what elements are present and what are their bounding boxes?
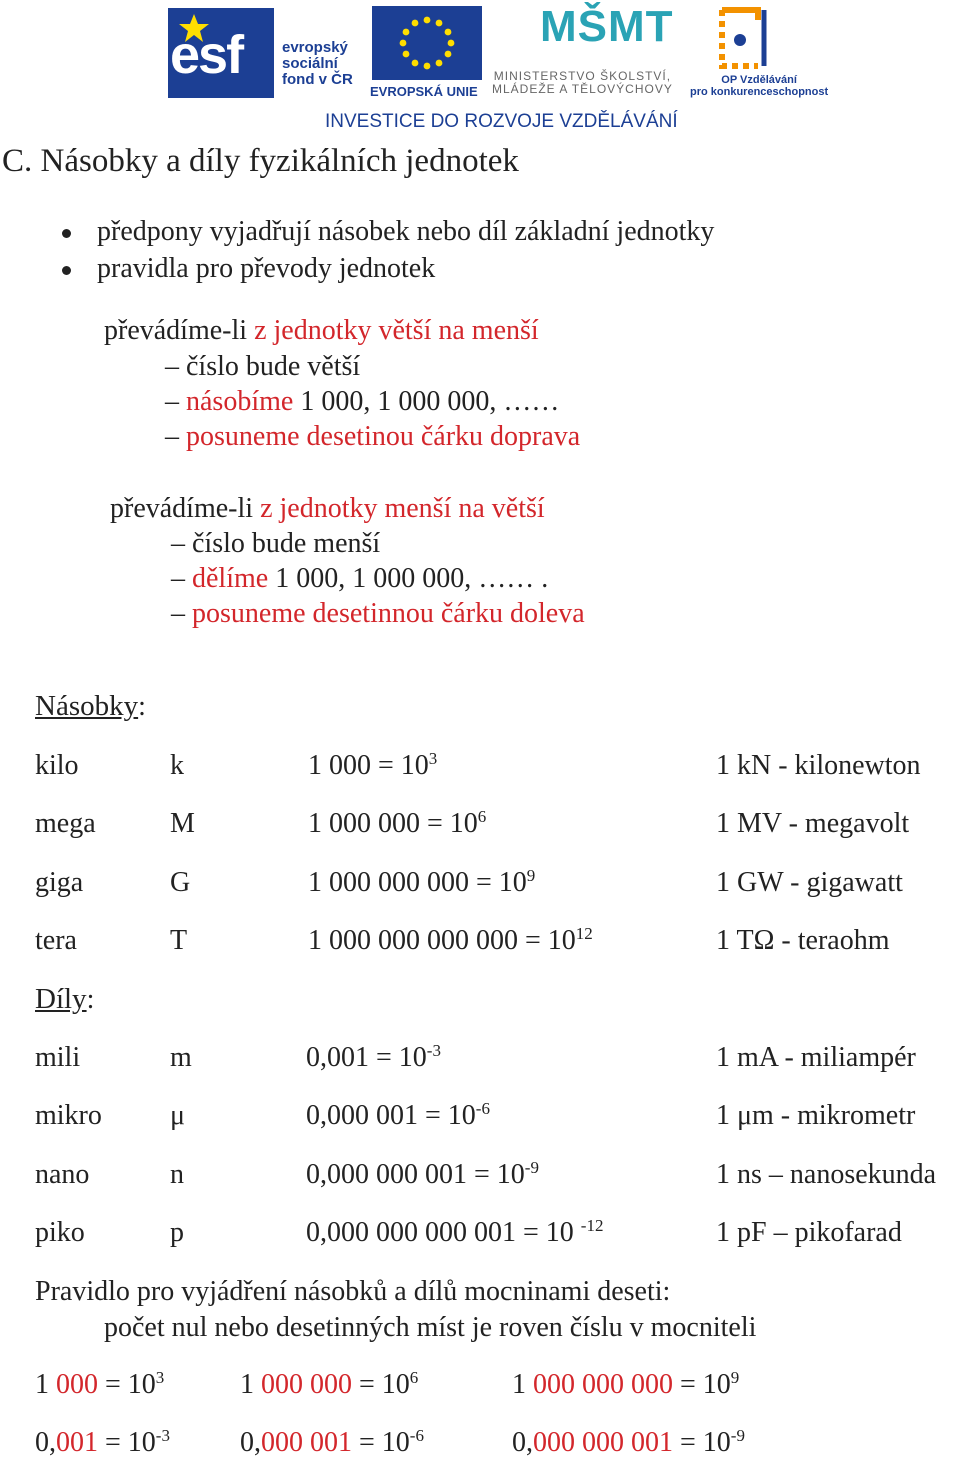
banner-slogan: INVESTICE DO ROZVOJE VZDĚLÁVÁNÍ [325,111,678,132]
rule-item: – posuneme desetinou čárku doprava [165,421,581,452]
eu-flag-logo [372,6,482,80]
prefix-symbol: p [170,1217,184,1248]
eu-logo-text: EVROPSKÁ UNIE [370,84,478,99]
parts-heading: Díly: [35,983,95,1015]
power-example: $0,001 = 10^{-3}$ [35,1426,170,1458]
prefix-symbol: M [170,808,195,839]
prefix-name: kilo [35,750,79,781]
page-title: C. Násobky a díly fyzikálních jednotek [2,143,519,179]
prefix-example: 1 MV - megavolt [716,808,910,839]
prefix-symbol: μ [170,1100,186,1131]
eu-stars-icon [372,6,482,80]
esf-logo-letters: esf [170,25,243,85]
prefix-name: giga [35,867,84,898]
rule-item: – dělíme 1 000, 1 000 000, …… . [171,563,549,594]
power-example: 1 000 000 $000 = 10^9$ [512,1368,740,1400]
rule-lead: převádíme-li z jednotky menší na větší [110,493,545,524]
powers-rule-detail: počet nul nebo desetinných míst je roven číslu v mocniteli [104,1312,757,1343]
bullet-item: pravidla pro převody jednotek [97,253,436,284]
prefix-value: 1 000 000 000 $000 = 10^{12}$ [308,924,593,956]
prefix-name: mili [35,1042,81,1073]
rule-lead: převádíme-li z jednotky větší na menší [104,315,539,346]
bullet-dot [62,229,71,238]
prefix-name: nano [35,1159,90,1190]
prefix-name: piko [35,1217,85,1248]
prefix-example: 1 kN - kilonewton [716,750,921,781]
bullet-dot [62,266,71,275]
prefix-name: mikro [35,1100,102,1131]
prefix-example: 1 TΩ - teraohm [716,925,890,956]
powers-rule: Pravidlo pro vyjádření násobků a dílů mocninami deseti: [35,1276,671,1307]
rule-item: – číslo bude větší [165,351,361,382]
prefix-example: 1 μm - mikrometr [716,1100,916,1131]
prefix-value: $0,001 = 10^{-3}$ [306,1041,441,1073]
prefix-example: 1 GW - gigawatt [716,867,903,898]
prefix-symbol: n [170,1159,184,1190]
op-logo-icon [718,6,778,70]
bullet-item: předpony vyjadřují násobek nebo díl základní jednotky [97,216,715,247]
msmt-logo-letters: MŠMT [540,2,674,51]
power-example: 1 000 $000 = 10^6$ [240,1368,419,1400]
prefix-symbol: T [170,925,188,956]
prefix-value: 0,000 000 000 001 = 10 $^{-12}$ [306,1216,604,1248]
rule-item: – číslo bude menší [171,528,381,559]
prefix-example: 1 pF – pikofarad [716,1217,902,1248]
power-example: 0,000 000 $001 = 10^{-9}$ [512,1426,745,1458]
prefix-value: 1 000 $000 = 10^6$ [308,807,487,839]
prefix-example: 1 ns – nanosekunda [716,1159,937,1190]
prefix-value: 0,000 $001 = 10^{-6}$ [306,1099,490,1131]
prefix-example: 1 mA - miliampér [716,1042,916,1073]
prefix-value: 1 $000 = 10^3$ [308,749,438,781]
power-example: 0,000 $001 = 10^{-6}$ [240,1426,424,1458]
rule-item: – posuneme desetinnou čárku doleva [171,598,585,629]
prefix-name: mega [35,808,96,839]
power-example: 1 $000 = 10^3$ [35,1368,165,1400]
esf-logo-text: evropský sociální fond v ČR [282,39,353,88]
multiples-heading: Násobky: [35,690,146,722]
msmt-logo-text: MINISTERSTVO ŠKOLSTVÍ, MLÁDEŽE A TĚLOVÝCHOVY [492,69,673,96]
prefix-symbol: G [170,867,191,898]
op-logo-text: OP Vzdělávání pro konkurenceschopnost [690,74,829,98]
prefix-symbol: m [170,1042,192,1073]
prefix-value: 1 000 000 $000 = 10^9$ [308,866,536,898]
prefix-name: tera [35,925,77,956]
rule-item: – násobíme 1 000, 1 000 000, …… [165,386,560,417]
prefix-value: 0,000 000 $001 = 10^{-9}$ [306,1158,539,1190]
prefix-symbol: k [170,750,184,781]
